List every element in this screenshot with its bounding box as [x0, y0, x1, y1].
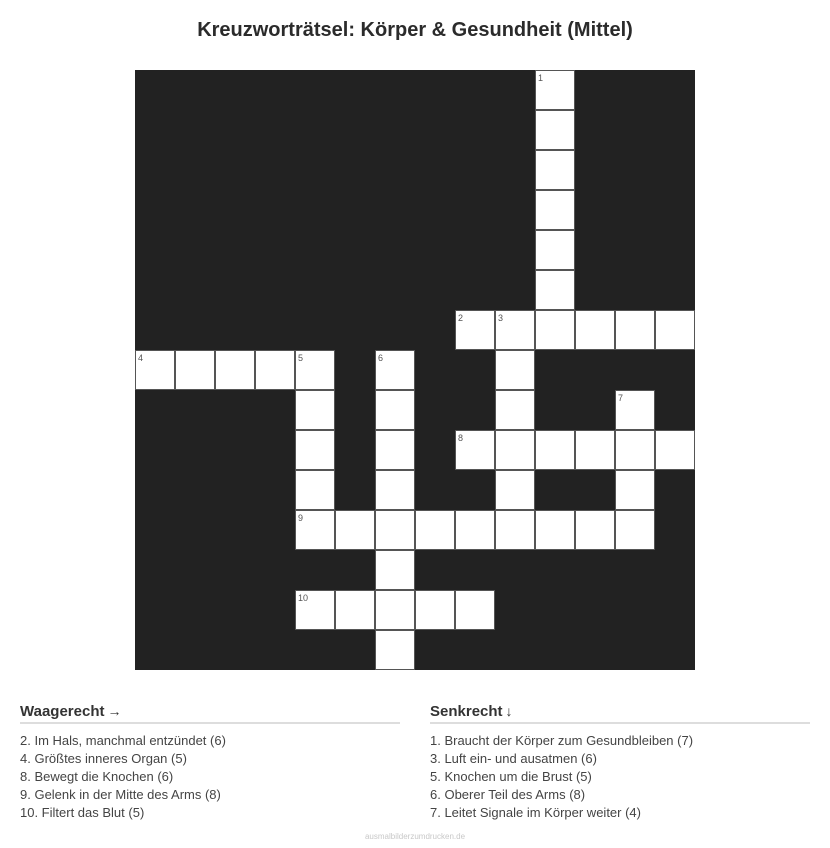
grid-cell[interactable]: [495, 430, 535, 470]
clue-number: 8: [458, 433, 464, 443]
grid-cell[interactable]: [455, 430, 495, 470]
grid-cell[interactable]: [495, 390, 535, 430]
grid-cell[interactable]: [335, 510, 375, 550]
grid-cell[interactable]: [495, 310, 535, 350]
across-clue-item: 8. Bewegt die Knochen (6): [20, 769, 174, 784]
grid-cell[interactable]: [535, 270, 575, 310]
grid-cell[interactable]: [535, 110, 575, 150]
grid-cell[interactable]: [615, 310, 655, 350]
grid-cell[interactable]: [535, 190, 575, 230]
grid-cell[interactable]: [575, 510, 615, 550]
grid-cell[interactable]: [295, 470, 335, 510]
grid-cell[interactable]: [655, 310, 695, 350]
grid-cell[interactable]: [575, 310, 615, 350]
grid-cell[interactable]: [615, 470, 655, 510]
grid-cell[interactable]: [655, 430, 695, 470]
down-arrow-icon: ↓: [505, 703, 513, 719]
grid-cell[interactable]: [375, 510, 415, 550]
crossword-grid: [135, 70, 695, 670]
grid-cell[interactable]: [415, 590, 455, 630]
grid-cell[interactable]: [255, 350, 295, 390]
grid-cell[interactable]: [535, 310, 575, 350]
grid-cell[interactable]: [535, 70, 575, 110]
grid-cell[interactable]: [535, 230, 575, 270]
clue-number: 7: [618, 393, 624, 403]
grid-cell[interactable]: [375, 350, 415, 390]
grid-cell[interactable]: [175, 350, 215, 390]
clue-number: 2: [458, 313, 464, 323]
clue-number: 6: [378, 353, 384, 363]
down-clue-item: 7. Leitet Signale im Körper weiter (4): [430, 805, 641, 820]
grid-cell[interactable]: [375, 550, 415, 590]
grid-cell[interactable]: [295, 390, 335, 430]
right-arrow-icon: →: [107, 703, 122, 719]
down-heading: [430, 702, 810, 724]
grid-cell[interactable]: [615, 430, 655, 470]
across-clue-item: 4. Größtes inneres Organ (5): [20, 751, 187, 766]
grid-cell[interactable]: [535, 430, 575, 470]
down-heading-label: Senkrecht: [430, 703, 503, 720]
grid-cell[interactable]: [375, 590, 415, 630]
clue-number: 5: [298, 353, 304, 363]
grid-cell[interactable]: [375, 630, 415, 670]
down-clue-item: 3. Luft ein- und ausatmen (6): [430, 751, 597, 766]
clue-number: 4: [138, 353, 144, 363]
grid-cell[interactable]: [295, 510, 335, 550]
grid-cell[interactable]: [575, 430, 615, 470]
grid-cell[interactable]: [135, 350, 175, 390]
grid-cell[interactable]: [535, 510, 575, 550]
grid-cell[interactable]: [615, 510, 655, 550]
grid-cell[interactable]: [295, 350, 335, 390]
across-clue-item: 2. Im Hals, manchmal entzündet (6): [20, 733, 226, 748]
across-clue-item: 9. Gelenk in der Mitte des Arms (8): [20, 787, 221, 802]
down-clue-item: 1. Braucht der Körper zum Gesundbleiben (7): [430, 733, 694, 748]
across-clue-item: 10. Filtert das Blut (5): [20, 805, 145, 820]
across-heading: [20, 702, 400, 724]
grid-cell[interactable]: [215, 350, 255, 390]
clue-number: 10: [298, 593, 309, 603]
grid-cell[interactable]: [455, 590, 495, 630]
grid-cell[interactable]: [495, 470, 535, 510]
grid-cell[interactable]: [295, 590, 335, 630]
grid-cell[interactable]: [335, 590, 375, 630]
grid-cell[interactable]: [375, 430, 415, 470]
down-clue-list: [430, 732, 810, 822]
clue-number: 1: [538, 73, 544, 83]
clue-number: 9: [298, 513, 304, 523]
across-heading-label: Waagerecht: [20, 703, 105, 720]
grid-cell[interactable]: [455, 310, 495, 350]
grid-cell[interactable]: [375, 390, 415, 430]
grid-cell[interactable]: [495, 510, 535, 550]
grid-cell[interactable]: [495, 350, 535, 390]
grid-cell[interactable]: [455, 510, 495, 550]
across-clues: [20, 702, 400, 822]
footer-credit: ausmalbilderzumdrucken.de: [364, 832, 466, 841]
page-title: Kreuzworträtsel: Körper & Gesundheit (Mittel): [197, 19, 633, 41]
down-clue-item: 5. Knochen um die Brust (5): [430, 769, 592, 784]
grid-cell[interactable]: [535, 150, 575, 190]
across-clue-list: [20, 732, 400, 822]
grid-cell[interactable]: [295, 430, 335, 470]
grid-cell[interactable]: [415, 510, 455, 550]
down-clue-item: 6. Oberer Teil des Arms (8): [430, 787, 586, 802]
clue-number: 3: [498, 313, 504, 323]
grid-cell[interactable]: [375, 470, 415, 510]
down-clues: [430, 702, 810, 822]
grid-cell[interactable]: [615, 390, 655, 430]
